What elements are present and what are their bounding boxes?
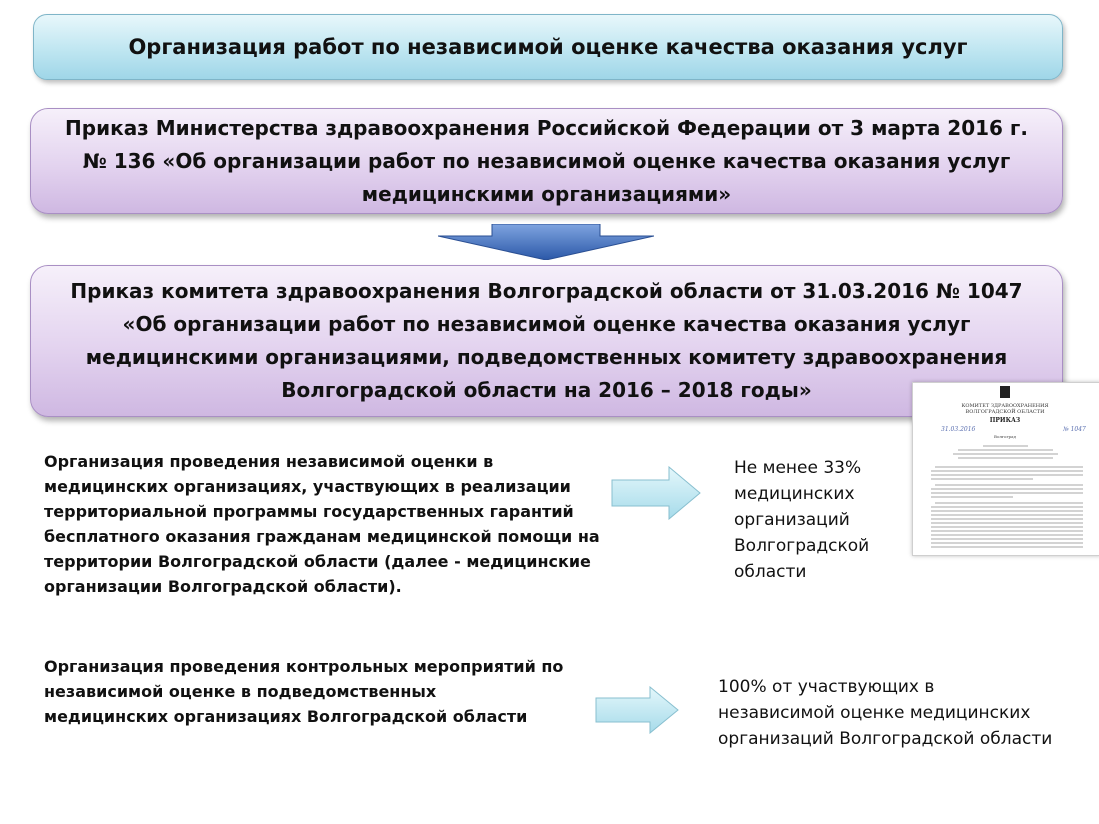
doc-header-line1: КОМИТЕТ ЗДРАВООХРАНЕНИЯ [961, 403, 1049, 409]
page-title: Организация работ по независимой оценке качества оказания услуг [33, 14, 1063, 80]
regional-order-line: Волгоградской области на 2016 – 2018 годы» [281, 378, 812, 402]
regional-order-line: Приказ комитета здравоохранения Волгоградской области от 31.03.2016 № 1047 [70, 279, 1023, 303]
right-arrow-icon [595, 686, 679, 734]
item1-result [734, 455, 869, 585]
doc-type: ПРИКАЗ [989, 417, 1021, 424]
item1-description-line: бесплатного оказания гражданам медицинской помощи на [44, 527, 600, 546]
federal-order-text [65, 112, 1028, 211]
item2-description-line: медицинских организациях Волгоградской области [44, 707, 528, 726]
regional-order-box [30, 265, 1063, 417]
item1-description-line: организации Волгоградской области). [44, 577, 402, 596]
federal-order-line: медицинскими организациями» [361, 181, 732, 206]
item2-result-line: независимой оценке медицинских [718, 703, 1031, 723]
item2-description-line: независимой оценке в подведомственных [44, 682, 437, 701]
federal-order-line: Приказ Министерства здравоохранения Российской Федерации от 3 марта 2016 г. [65, 115, 1028, 140]
item1-result-line: организаций [734, 510, 850, 530]
item1-result-line: области [734, 562, 807, 582]
item2-result-line: организаций Волгоградской области [718, 729, 1053, 749]
item1-description-line: медицинских организациях, участвующих в реализации [44, 477, 571, 496]
regional-order-line: «Об организации работ по независимой оценке качества оказания услуг [122, 312, 971, 336]
doc-text-lines [931, 446, 1083, 547]
federal-order-box [30, 108, 1063, 214]
doc-city: Волгоград [994, 434, 1016, 439]
item2-description-line: Организация проведения контрольных мероприятий по [44, 657, 564, 676]
item1-description-line: территориальной программы государственных гарантий [44, 502, 574, 521]
doc-number: № 1047 [1063, 426, 1086, 433]
doc-header-line2: ВОЛГОГРАДСКОЙ ОБЛАСТИ [965, 409, 1045, 415]
item1-result-line: Не менее 33% [734, 458, 862, 478]
item1-result-line: медицинских [734, 484, 855, 504]
right-arrow-icon [611, 466, 701, 520]
regional-order-line: медицинскими организациями, подведомственных комитету здравоохранения [85, 345, 1008, 369]
doc-date: 31.03.2016 [941, 426, 976, 433]
item1-description [44, 449, 600, 599]
item2-result [718, 674, 1052, 752]
item1-result-line: Волгоградской [734, 536, 870, 556]
federal-order-line: № 136 «Об организации работ по независимой оценке качества оказания услуг [82, 148, 1011, 173]
item2-description [44, 654, 563, 729]
order-document-thumbnail [912, 382, 1099, 556]
regional-order-text [70, 275, 1022, 407]
item1-description-line: Организация проведения независимой оценки в [44, 452, 494, 471]
coat-of-arms-icon [1000, 386, 1010, 398]
item2-result-line: 100% от участвующих в [718, 677, 935, 697]
item1-description-line: территории Волгоградской области (далее - медицинские [44, 552, 591, 571]
down-arrow-icon [438, 224, 654, 260]
